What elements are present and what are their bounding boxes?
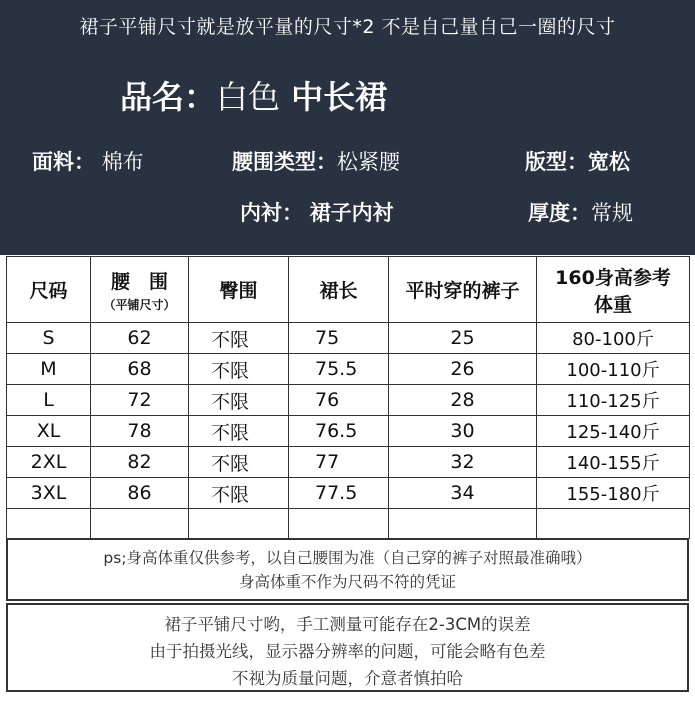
cell-length: 77.5 — [289, 478, 389, 509]
cell-pants: 30 — [389, 416, 537, 447]
cell-waist: 68 — [91, 354, 189, 385]
cell-pants: 25 — [389, 323, 537, 354]
spec-fit-value: 宽松 — [588, 150, 630, 174]
disclaimer-line-1: 裙子平铺尺寸哟，手工测量可能存在2-3CM的误差 — [164, 615, 531, 634]
table-header-row — [7, 257, 690, 323]
cell-size: 3XL — [7, 478, 91, 509]
spec-fit — [525, 146, 630, 176]
header-waist-sub: （平铺尺寸） — [103, 297, 176, 312]
table-row-empty — [7, 509, 690, 539]
spec-waist-type-label: 腰围类型： — [232, 150, 337, 174]
cell-weight: 140-155斤 — [537, 447, 690, 478]
spec-thickness — [528, 197, 633, 227]
cell-weight: 110-125斤 — [537, 385, 690, 416]
cell-waist: 86 — [91, 478, 189, 509]
spec-fabric — [32, 146, 144, 176]
cell-waist: 62 — [91, 323, 189, 354]
cell-pants: 28 — [389, 385, 537, 416]
cell-pants: 34 — [389, 478, 537, 509]
cell-length: 75 — [289, 323, 389, 354]
product-name-line — [120, 72, 387, 118]
cell-hips: 不限 — [189, 478, 289, 509]
spec-thickness-value: 常规 — [591, 201, 633, 225]
cell-size: S — [7, 323, 91, 354]
header-hips: 臀围 — [189, 257, 289, 323]
size-table — [6, 256, 690, 539]
header-weight — [537, 257, 690, 323]
ps-note-line-1: ps;身高体重仅供参考，以自己腰围为准（自己穿的裤子对照最准确哦） — [103, 549, 592, 567]
ps-note-line-2: 身高体重不作为尺码不符的凭证 — [238, 573, 456, 591]
cell-length: 75.5 — [289, 354, 389, 385]
spec-fit-label: 版型： — [525, 150, 588, 174]
cell-size: L — [7, 385, 91, 416]
spec-waist-type — [232, 146, 400, 176]
product-name: 中长裙 — [291, 78, 388, 116]
cell-hips: 不限 — [189, 416, 289, 447]
header-weight-line1: 160身高参考 — [555, 266, 671, 289]
spec-fabric-label: 面料： — [32, 150, 95, 174]
disclaimer-line-2: 由于拍摄光线，显示器分辨率的问题，可能会略有色差 — [149, 642, 546, 661]
cell-pants: 32 — [389, 447, 537, 478]
cell-waist: 82 — [91, 447, 189, 478]
table-row — [7, 478, 690, 509]
cell-hips: 不限 — [189, 354, 289, 385]
cell-length: 76 — [289, 385, 389, 416]
cell-hips: 不限 — [189, 385, 289, 416]
cell-waist: 72 — [91, 385, 189, 416]
product-label: 品名： — [120, 78, 217, 116]
spec-lining-value: 裙子内衬 — [309, 201, 394, 225]
cell-pants: 26 — [389, 354, 537, 385]
cell-length: 76.5 — [289, 416, 389, 447]
cell-size: 2XL — [7, 447, 91, 478]
disclaimer-box — [6, 603, 689, 692]
cell-size: XL — [7, 416, 91, 447]
table-row — [7, 447, 690, 478]
disclaimer-line-3: 不视为质量问题，介意者慎拍哈 — [232, 669, 463, 688]
cell-weight: 155-180斤 — [537, 478, 690, 509]
spec-lining-label: 内衬： — [240, 201, 303, 225]
cell-hips: 不限 — [189, 447, 289, 478]
cell-hips: 不限 — [189, 323, 289, 354]
spec-fabric-value: 棉布 — [101, 150, 144, 174]
banner-note: 裙子平铺尺寸就是放平量的尺寸*2 不是自己量自己一圈的尺寸 — [79, 16, 616, 38]
spec-waist-type-value: 松紧腰 — [337, 150, 400, 174]
header-weight-line2: 体重 — [593, 293, 632, 316]
table-row — [7, 385, 690, 416]
table-row — [7, 354, 690, 385]
ps-note-box — [6, 538, 689, 601]
cell-length: 77 — [289, 447, 389, 478]
table-row — [7, 416, 690, 447]
cell-waist: 78 — [91, 416, 189, 447]
cell-weight: 100-110斤 — [537, 354, 690, 385]
header-length: 裙长 — [289, 257, 389, 323]
cell-weight: 125-140斤 — [537, 416, 690, 447]
cell-size: M — [7, 354, 91, 385]
product-color: 白色 — [216, 78, 281, 116]
spec-thickness-label: 厚度： — [528, 201, 591, 225]
header-panel — [0, 0, 695, 255]
header-size: 尺码 — [7, 257, 91, 323]
header-pants: 平时穿的裤子 — [389, 257, 537, 323]
header-waist — [91, 257, 189, 323]
spec-lining — [240, 197, 394, 227]
header-waist-label: 腰 围 — [110, 270, 168, 293]
table-row — [7, 323, 690, 354]
cell-weight: 80-100斤 — [537, 323, 690, 354]
